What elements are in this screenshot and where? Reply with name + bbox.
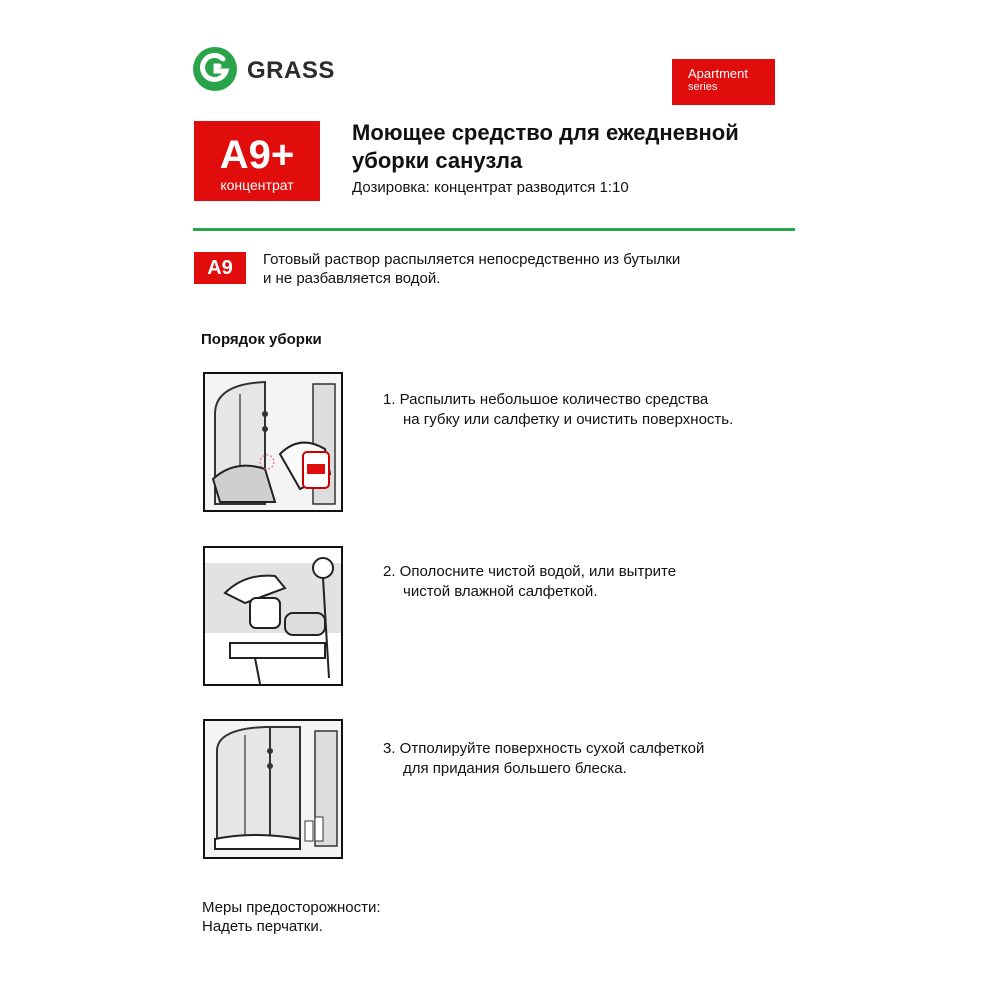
step-1-line2: на губку или салфетку и очистить поверхность. xyxy=(403,411,734,428)
step-2-text xyxy=(383,562,803,602)
product-code-sub: концентрат xyxy=(220,177,294,193)
dosage-text: Дозировка: концентрат разводится 1:10 xyxy=(352,179,629,196)
shower-cabin-icon xyxy=(203,719,343,859)
product-title xyxy=(352,119,792,175)
step-1-text xyxy=(383,390,803,430)
product-code-badge xyxy=(194,121,320,201)
faucet-wipe-icon xyxy=(203,546,343,686)
series-badge xyxy=(672,59,775,105)
precautions-heading: Меры предосторожности: xyxy=(202,899,381,916)
brand-name: GRASS xyxy=(247,57,335,84)
step-3-line1: 3. Отполируйте поверхность сухой салфеткой xyxy=(383,740,705,757)
ready-line1: Готовый раствор распыляется непосредственно из бутылки xyxy=(263,251,681,268)
series-line1: Apartment xyxy=(688,66,748,81)
precautions xyxy=(202,898,381,936)
ready-variant-text xyxy=(263,250,783,288)
product-title-line1: Моющее средство для ежедневной xyxy=(352,120,739,145)
series-line2: series xyxy=(688,81,718,93)
order-heading: Порядок уборки xyxy=(201,331,322,348)
ready-variant-badge: A9 xyxy=(194,252,246,284)
ready-line2: и не разбавляется водой. xyxy=(263,270,441,287)
divider xyxy=(193,228,795,231)
spray-shower-icon xyxy=(203,372,343,512)
precautions-text: Надеть перчатки. xyxy=(202,918,323,935)
step-2-line2: чистой влажной салфеткой. xyxy=(403,583,598,600)
step-2-line1: 2. Ополосните чистой водой, или вытрите xyxy=(383,563,677,580)
step-3-text xyxy=(383,739,803,779)
product-title-line2: уборки санузла xyxy=(352,148,523,173)
grass-logo-icon xyxy=(192,46,238,92)
step-3-line2: для придания большего блеска. xyxy=(403,760,627,777)
step-1-line1: 1. Распылить небольшое количество средства xyxy=(383,391,709,408)
product-code: A9+ xyxy=(219,133,295,177)
